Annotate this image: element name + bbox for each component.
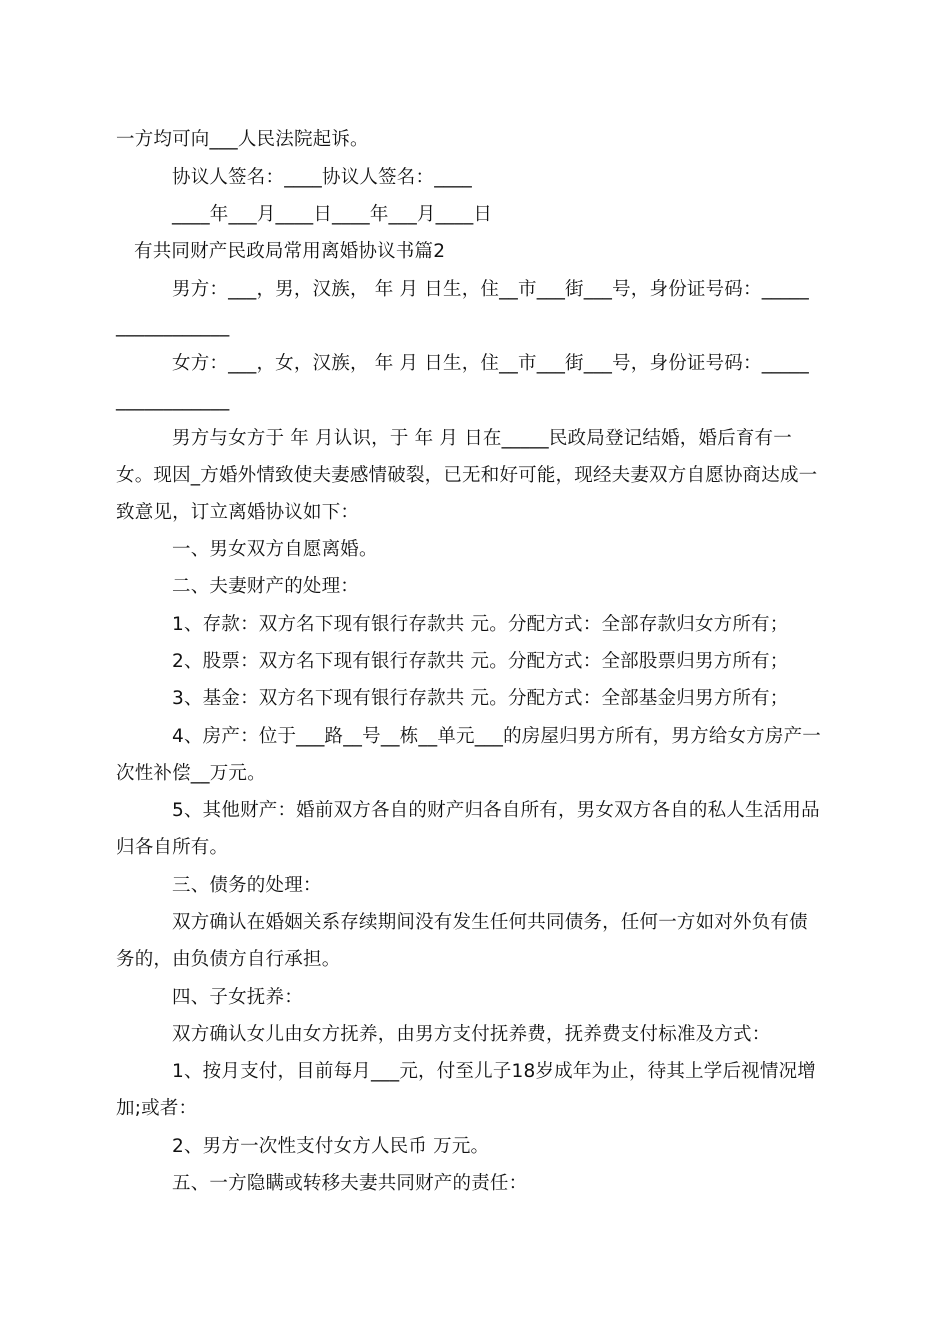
text-line: 3、基金：双方名下现有银行存款共 元。分配方式：全部基金归男方所有； (172, 688, 789, 709)
text-line: 女。现因_方婚外情致使夫妻感情破裂，已无和好可能，现经夫妻双方自愿协商达成一 (116, 465, 818, 486)
text-line: 女方：___，女，汉族， 年 月 日生，住__市___街___号，身份证号码：_____ (172, 353, 809, 374)
text-line: 男方与女方于 年 月认识，于 年 月 日在_____民政局登记结婚，婚后育有一 (172, 428, 792, 449)
text-line: 双方确认在婚姻关系存续期间没有发生任何共同债务，任何一方如对外负有债 (172, 912, 808, 933)
text-line: ____________ (116, 316, 230, 337)
clause-heading: 三、债务的处理： (172, 875, 322, 896)
date-line: ____年___月____日____年___月____日 (172, 204, 493, 225)
clause-heading: 四、子女抚养： (172, 987, 303, 1008)
text-line: 1、存款：双方名下现有银行存款共 元。分配方式：全部存款归女方所有； (172, 614, 789, 635)
text-line: 4、房产：位于___路__号__栋__单元___的房屋归男方所有，男方给女方房产一 (172, 726, 821, 747)
text-line: 一方均可向___人民法院起诉。 (116, 129, 369, 150)
clause-heading: 二、夫妻财产的处理： (172, 576, 360, 597)
text-line: 务的，由负债方自行承担。 (116, 949, 341, 970)
text-line: 5、其他财产：婚前双方各自的财产归各自所有，男女双方各自的私人生活用品 (172, 800, 820, 821)
text-line: 归各自所有。 (116, 837, 229, 858)
text-line: ____________ (116, 390, 230, 411)
section-title: 有共同财产民政局常用离婚协议书篇2 (134, 241, 446, 262)
text-line: 次性补偿__万元。 (116, 763, 266, 784)
clause-heading: 一、男女双方自愿离婚。 (172, 539, 378, 560)
clause-heading: 五、一方隐瞒或转移夫妻共同财产的责任： (172, 1173, 528, 1194)
text-line: 2、股票：双方名下现有银行存款共 元。分配方式：全部股票归男方所有； (172, 651, 789, 672)
text-line: 2、男方一次性支付女方人民币 万元。 (172, 1136, 490, 1157)
text-line: 双方确认女儿由女方抚养，由男方支付抚养费，抚养费支付标准及方式： (172, 1024, 771, 1045)
text-line: 男方：___，男，汉族， 年 月 日生，住__市___街___号，身份证号码：_____ (172, 279, 809, 300)
text-line: 1、按月支付，目前每月___元，付至儿子18岁成年为止，待其上学后视情况增 (172, 1061, 816, 1082)
signature-line: 协议人签名：____协议人签名：____ (172, 167, 473, 188)
text-line: 加;或者： (116, 1098, 198, 1119)
text-line: 致意见，订立离婚协议如下： (116, 502, 360, 523)
